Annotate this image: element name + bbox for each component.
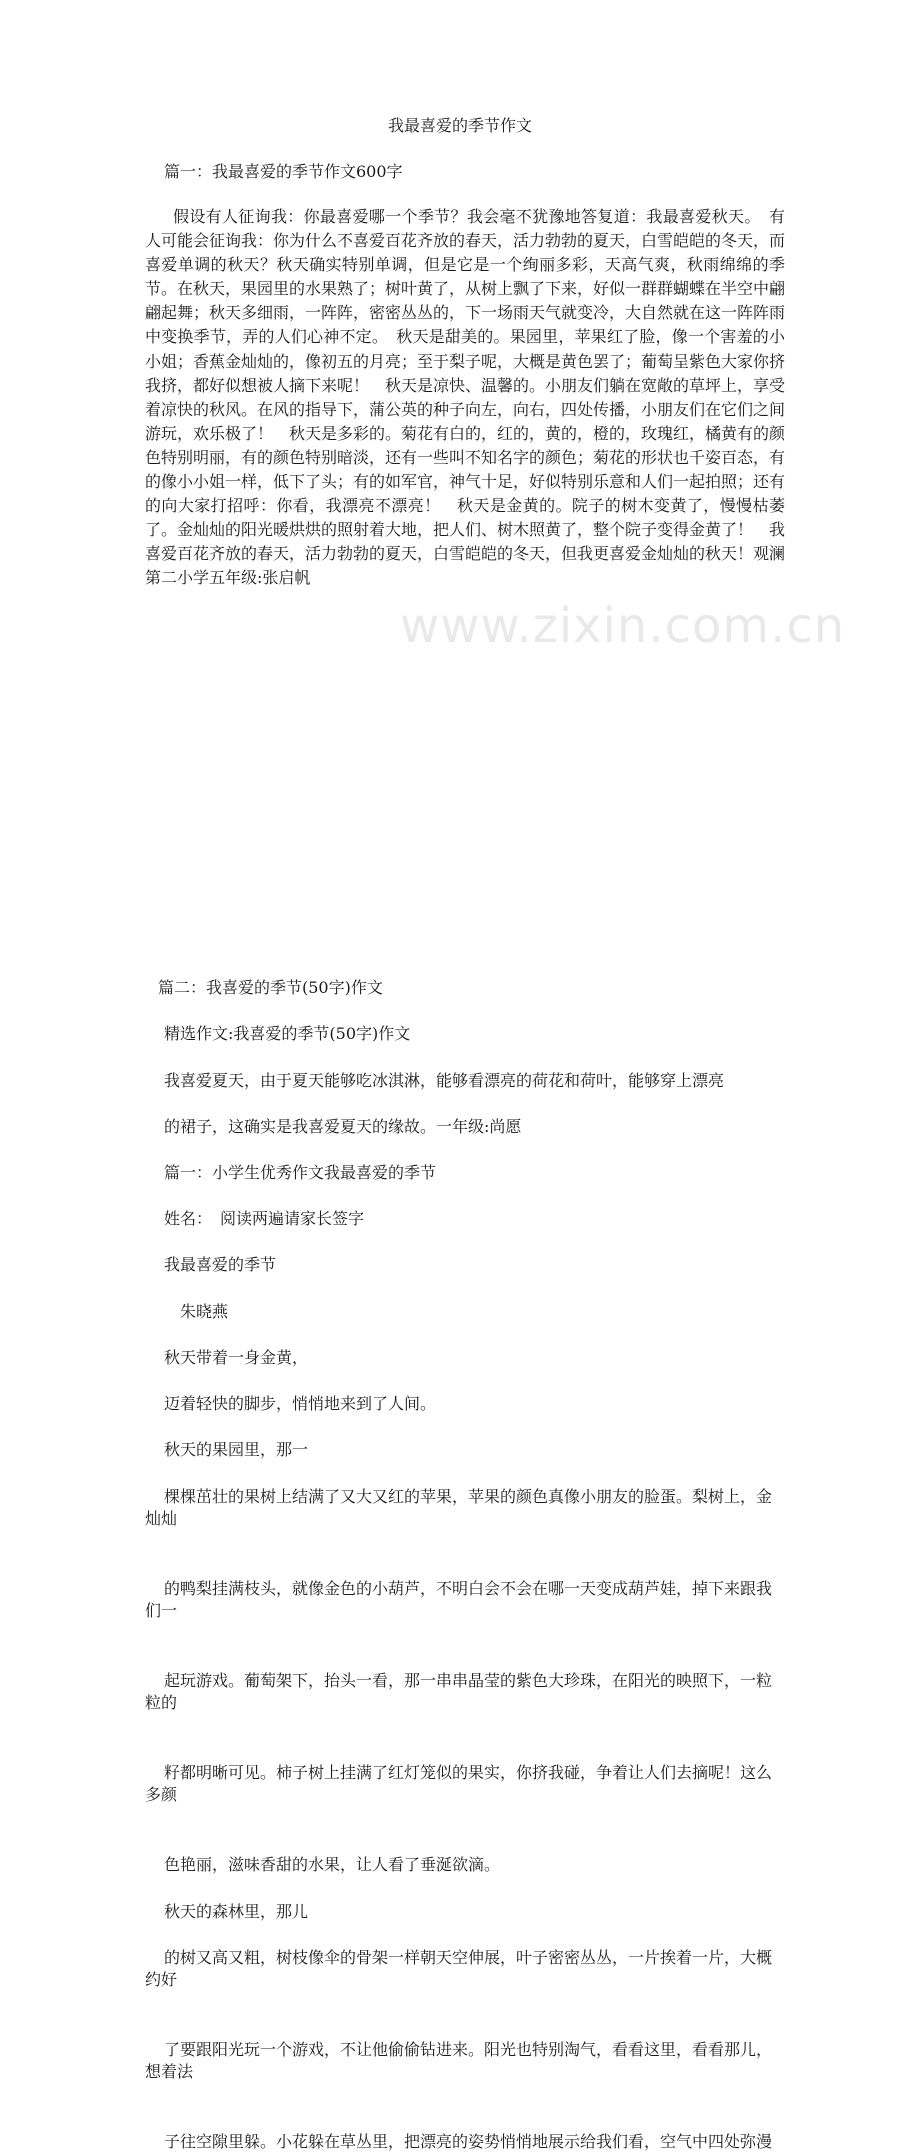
text-line: 色艳丽，滋味香甜的水果，让人看了垂涎欲滴。	[164, 1854, 501, 1874]
text-line: 篇一：小学生优秀作文我最喜爱的季节	[164, 1162, 437, 1182]
wrapped-line-main: 棵棵茁壮的果树上结满了又大又红的苹果，苹果的颜色真像小朋友的脸蛋。梨树上，金	[164, 1486, 773, 1506]
text-line: 迈着轻快的脚步，悄悄地来到了人间。	[164, 1393, 437, 1413]
wrapped-line-tail: 灿灿	[145, 1508, 178, 1528]
wrapped-line-tail: 粒的	[145, 1692, 178, 1712]
wrapped-line	[145, 1762, 785, 1806]
wrapped-line-main: 起玩游戏。葡萄架下，抬头一看，那一串串晶莹的紫色大珍珠，在阳光的映照下，一粒	[164, 1670, 773, 1690]
wrapped-line-tail: 们一	[145, 1600, 178, 1620]
wrapped-line-main: 的树又高又粗，树枝像伞的骨架一样朝天空伸展，叶子密密丛丛，一片挨着一片，大概	[164, 1947, 773, 1967]
document-title: 我最喜爱的季节作文	[387, 116, 532, 135]
watermark: www.zixin.com.cn	[400, 598, 846, 654]
text-line: 子往空隙里躲。小花躲在草丛里，把漂亮的姿势悄悄地展示给我们看，空气中四处弥漫	[164, 2131, 773, 2151]
text-line: 我喜爱夏天，由于夏天能够吃冰淇淋，能够看漂亮的荷花和荷叶，能够穿上漂亮	[164, 1070, 725, 1090]
wrapped-line-tail: 多颜	[145, 1784, 178, 1804]
wrapped-line	[145, 1486, 785, 1530]
text-line: 的裙子，这确实是我喜爱夏天的缘故。一年级:尚愿	[164, 1116, 522, 1136]
wrapped-line-tail: 约好	[145, 1969, 178, 1989]
text-line: 精选作文:我喜爱的季节(50字)作文	[164, 1023, 411, 1043]
wrapped-line-main: 了要跟阳光玩一个游戏，不让他偷偷钻进来。阳光也特别淘气，看看这里，看看那儿，	[164, 2039, 773, 2059]
paragraph-1: 假设有人征询我：你最喜爱哪一个季节？我会毫不犹豫地答复道：我最喜爱秋天。 有人可能会征询我：你为什么不喜爱百花齐放的春天，活力勃勃的夏天，白雪皑皑的冬天，而喜爱单调的秋天？秋天确实特别单调，但是它是一个绚丽多彩，天高气爽，秋雨绵绵的季节。在秋天，果园里的水果熟了；树叶黄了，从树上飘了下来，好似一群群蝴蝶在半空中翩翩起舞；秋天多细雨，一阵阵，密密丛丛的，下一场雨天气就变冷，大自然就在这一阵阵雨中变换季节，弄的人们心神不定。 秋天是甜美的。果园里，苹果红了脸，像一个害羞的小小姐；香蕉金灿灿的，像初五的月亮；至于梨子呢，大概是黄色罢了；葡萄呈紫色大家你挤我挤，都好似想被人摘下来呢！ 秋天是凉快、温馨的。小朋友们躺在宽敞的草坪上，享受着凉快的秋风。在风的指导下，蒲公英的种子向左，向右，四处传播，小朋友们在它们之间游玩，欢乐极了！ 秋天是多彩的。菊花有白的，红的，黄的，橙的，玫瑰红，橘黄有的颜色特别明丽，有的颜色特别暗淡，还有一些叫不知名字的颜色；菊花的形状也千姿百态，有的像小小姐一样，低下了头；有的如军官，神气十足，好似特别乐意和人们一起拍照；还有的向大家打招呼：你看，我漂亮不漂亮！ 秋天是金黄的。院子的树木变黄了，慢慢枯萎了。金灿灿的阳光暖烘烘的照射着大地，把人们、树木照黄了，整个院子变得金黄了！ 我喜爱百花齐放的春天，活力勃勃的夏天，白雪皑皑的冬天，但我更喜爱金灿灿的秋天！观澜第二小学五年级:张启帆	[145, 207, 786, 588]
wrapped-line	[145, 1947, 785, 1991]
section-heading-2: 篇二：我喜爱的季节(50字)作文	[158, 977, 383, 997]
wrapped-line	[145, 1670, 785, 1714]
wrapped-line-main: 籽都明晰可见。柿子树上挂满了红灯笼似的果实，你挤我碰，争着让人们去摘呢！这么	[164, 1762, 773, 1782]
text-line: 秋天的森林里，那儿	[164, 1901, 309, 1921]
text-line: 秋天带着一身金黄，	[164, 1347, 309, 1367]
wrapped-line-tail: 想着法	[145, 2061, 194, 2081]
text-line: 秋天的果园里，那一	[164, 1439, 309, 1459]
text-line: 姓名： 阅读两遍请家长签字	[164, 1208, 365, 1228]
wrapped-line-main: 的鸭梨挂满枝头，就像金色的小葫芦，不明白会不会在哪一天变成葫芦娃，掉下来跟我	[164, 1578, 773, 1598]
section-heading-1: 篇一：我最喜爱的季节作文600字	[164, 162, 403, 181]
author-name: 朱晓燕	[164, 1301, 229, 1321]
wrapped-line	[145, 1578, 785, 1622]
text-line: 我最喜爱的季节	[164, 1254, 277, 1274]
wrapped-line	[145, 2039, 785, 2083]
